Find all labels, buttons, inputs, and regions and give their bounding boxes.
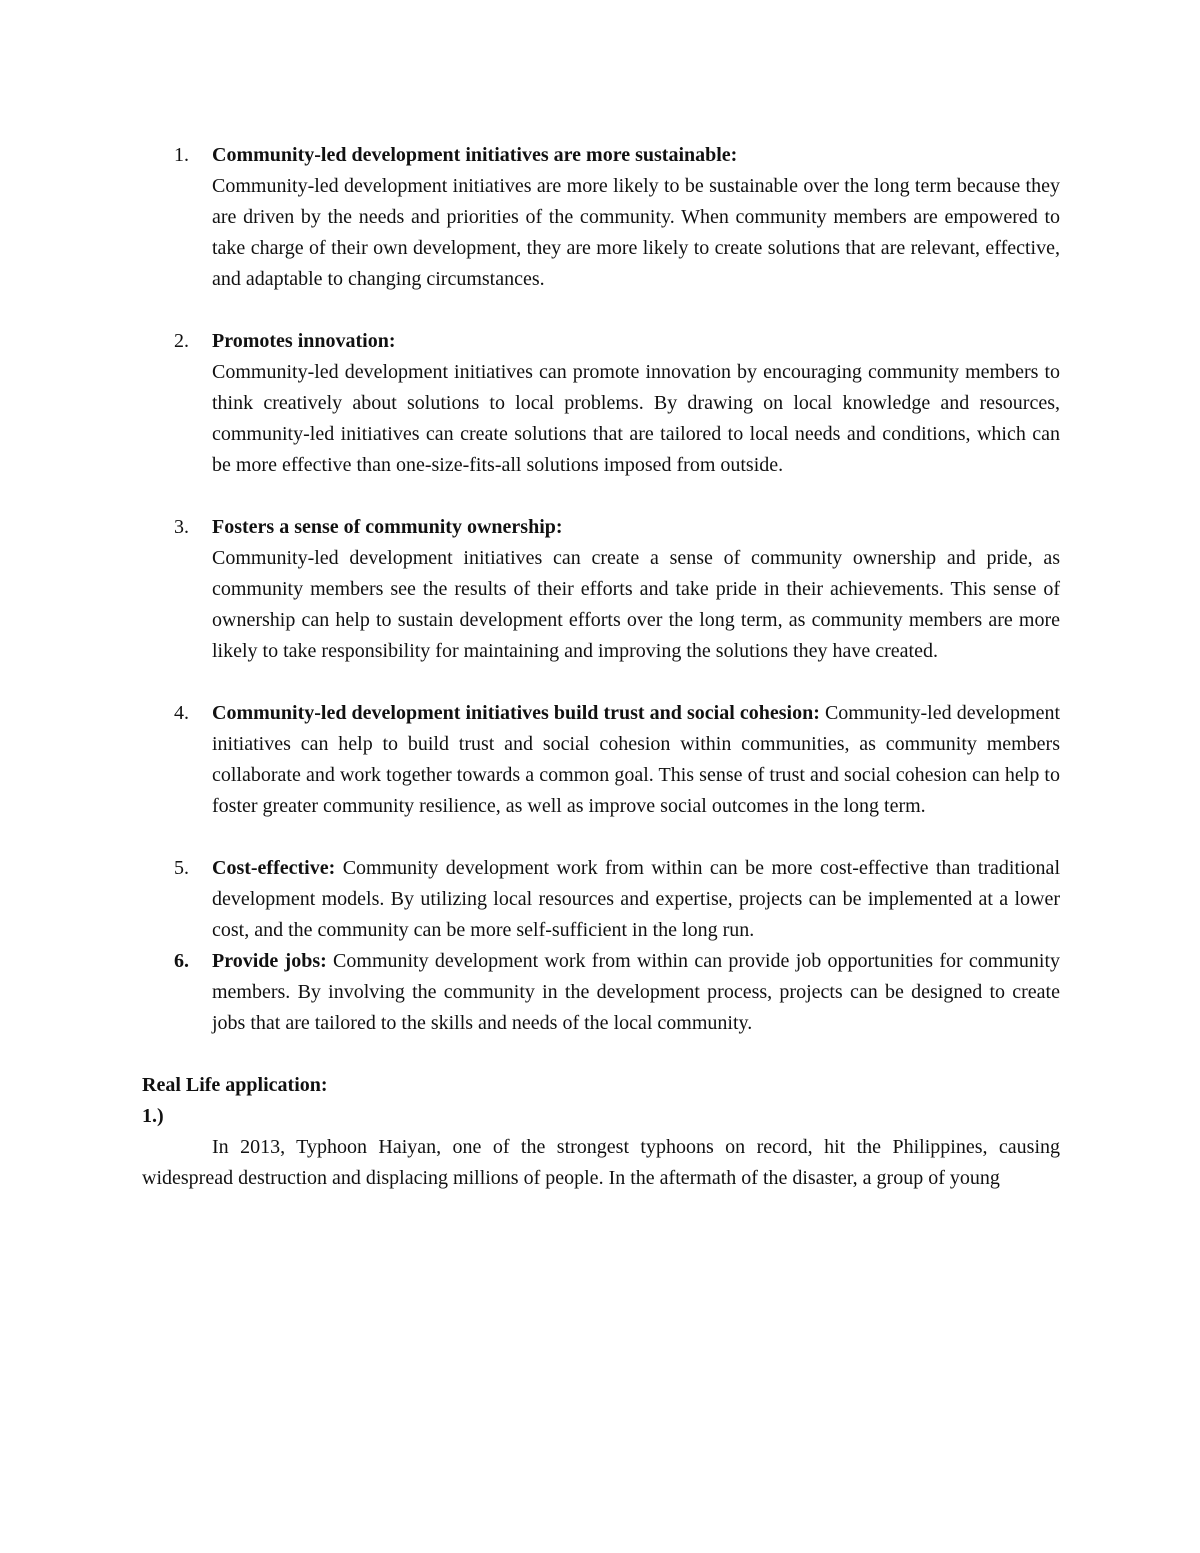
list-item-body: Community development work from within can provide job opportunities for community members. By involving the community in the development process, projects can be designed to create jobs that are tailored to the skills and needs of the local community.	[212, 950, 1060, 1034]
list-item-4	[142, 698, 1060, 822]
list-item-title: Promotes innovation:	[212, 330, 396, 352]
real-life-heading: Real Life application:	[142, 1074, 328, 1096]
real-life-paragraph: In 2013, Typhoon Haiyan, one of the strongest typhoons on record, hit the Philippines, causing widespread destruction and displacing millions of people. In the aftermath of the disaster, a group of young	[142, 1136, 1060, 1189]
list-item-title: Community-led development initiatives are more sustainable:	[212, 144, 738, 166]
list-item-title: Fosters a sense of community ownership:	[212, 516, 563, 538]
list-number: 2.	[174, 330, 189, 352]
list-item-1	[142, 140, 1060, 295]
document-content	[142, 140, 1060, 1194]
list-number: 4.	[174, 702, 189, 724]
list-item-5	[142, 853, 1060, 946]
list-item-title: Provide jobs:	[212, 950, 327, 972]
list-item-2	[142, 326, 1060, 481]
list-item-body: Community-led development initiatives are more likely to be sustainable over the long term because they are driven by the needs and priorities of the community. When community members are empowered to take charge of their own development, they are more likely to create solutions that are relevant, effective, and adaptable to changing circumstances.	[212, 175, 1060, 290]
list-item-body: Community-led development initiatives can create a sense of community ownership and pride, as community members see the results of their efforts and take pride in their achievements. This sense of ownership can help to sustain development efforts over the long term, as community members are more likely to take responsibility for maintaining and improving the solutions they have created.	[212, 547, 1060, 662]
list-number: 1.	[174, 144, 189, 166]
list-item-body: Community development work from within can be more cost-effective than traditional development models. By utilizing local resources and expertise, projects can be implemented at a lower cost, and the community can be more self-sufficient in the long run.	[212, 857, 1060, 941]
real-life-subheading: 1.)	[142, 1105, 164, 1127]
spacer	[142, 667, 1060, 698]
list-item-3	[142, 512, 1060, 667]
list-item-title: Community-led development initiatives build trust and social cohesion:	[212, 702, 820, 724]
list-item-body: Community-led development initiatives can help to build trust and social cohesion within communities, as community members collaborate and work together towards a common goal. This sense of trust and social cohesion can help to foster greater community resilience, as well as improve social outcomes in the long term.	[212, 702, 1060, 817]
spacer	[142, 481, 1060, 512]
list-item-title: Cost-effective:	[212, 857, 336, 879]
spacer	[142, 295, 1060, 326]
list-item-body: Community-led development initiatives can promote innovation by encouraging community members to think creatively about solutions to local problems. By drawing on local knowledge and resources, community-led initiatives can create solutions that are tailored to local needs and conditions, which can be more effective than one-size-fits-all solutions imposed from outside.	[212, 361, 1060, 476]
list-item-6	[142, 946, 1060, 1039]
list-number: 3.	[174, 516, 189, 538]
list-number: 6.	[174, 950, 189, 972]
spacer	[142, 822, 1060, 853]
list-number: 5.	[174, 857, 189, 879]
